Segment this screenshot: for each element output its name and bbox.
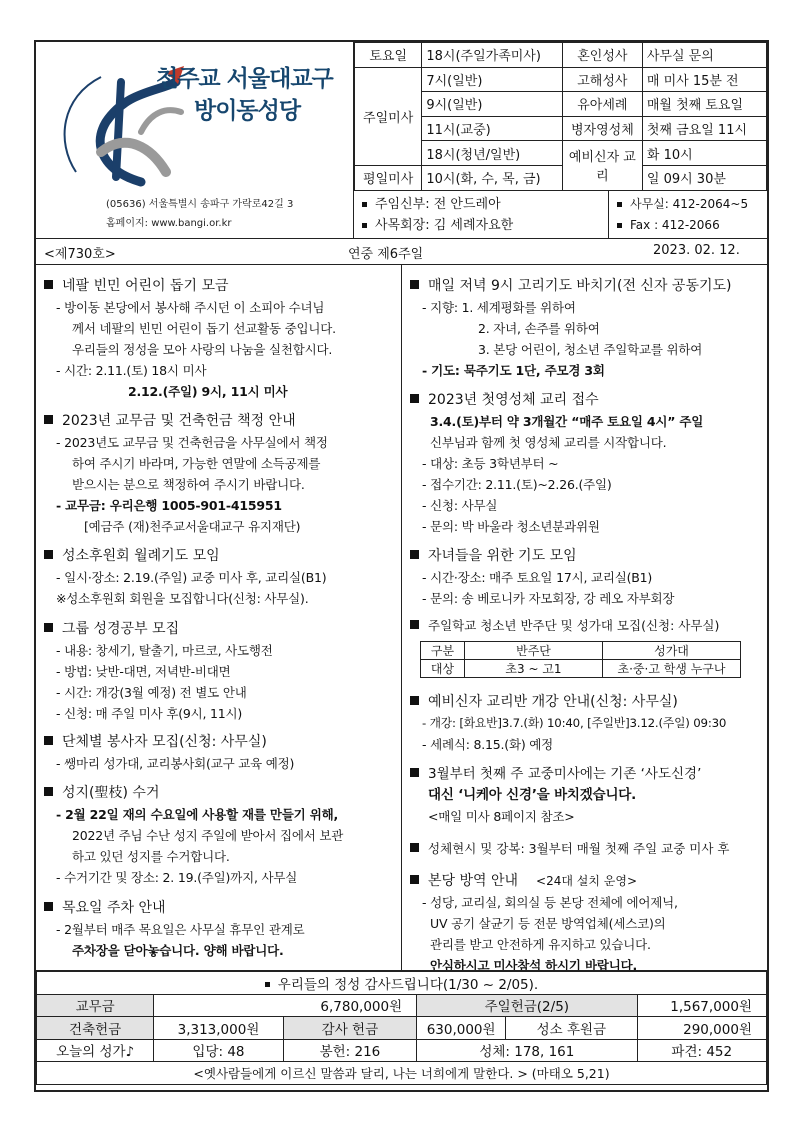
bulletin-page: [34, 40, 769, 1092]
section-title: 2023년 교무금 및 건축헌금 책정 안내: [62, 413, 296, 429]
address-block: [106, 195, 293, 233]
sick-value: 첫째 금요일 11시: [642, 116, 766, 141]
gospel-quote: <옛사람들에게 이르신 말씀과 달리, 나는 너희에게 말한다. > (마태오 5,21): [37, 1062, 767, 1085]
sun-mass-3: 11시(교중): [422, 116, 563, 141]
weekday-label: 평일미사: [355, 165, 422, 190]
section-title: 주일학교 청소년 반주단 및 성가대 모집(신청: 사무실): [428, 618, 720, 633]
confession-value: 매 미사 15분 전: [642, 67, 766, 92]
notice-volunteers: 단체별 봉사자 모집(신청: 사무실) - 쌩마리 성가대, 교리봉사회(교구 교육 예정): [44, 731, 395, 774]
section-bullet-icon: [44, 280, 53, 289]
notice-parking: 목요일 주차 안내 - 2월부터 매주 목요일은 사무실 휴무인 관계로 주차장을 닫아놓습니다. 양해 바랍니다.: [44, 897, 395, 961]
section-bullet-icon: [44, 623, 53, 632]
homepage: 홈페이지: www.bangi.or.kr: [106, 218, 232, 229]
catechu-value-1: 화 10시: [642, 141, 766, 166]
section-title: 네팔 빈민 어린이 돕기 모금: [62, 278, 229, 294]
notice-nepal: 네팔 빈민 어린이 돕기 모금 - 방이동 본당에서 봉사해 주시던 이 소피아 수녀님 께서 네팔의 빈민 어린이 돕기 선교활동 중입니다. 우리들의 정성을 모아 사랑의 나눔을 실천합시다. - 시간: 2.11.(토) 18시 미사 2.12.(주일) 9시, 11시 미사: [44, 275, 395, 402]
notice-rosary: 매일 저녁 9시 고리기도 바치기(전 신자 공동기도) - 지향: 1. 세계평화를 위하여 2. 자녀, 손주를 위하여 3. 본당 어린이, 청소년 주일학교를 위하여 - 기도: 묵주기도 1단, 주모경 3회: [410, 275, 761, 381]
section-title: 2023년 첫영성체 교리 접수: [428, 392, 599, 408]
liturgical-season: 연중 제6주일: [348, 247, 424, 262]
priest: 주임신부: 전 안드레아: [375, 197, 501, 212]
catechu-label: 예비신자 교리: [562, 141, 642, 190]
section-bullet-icon: [44, 736, 53, 745]
notice-nicene-creed: 3월부터 첫째 주 교중미사에는 기존 ‘사도신경’ 대신 ‘니케아 신경’을 바치겠습니다. <매일 미사 8페이지 참조>: [410, 763, 761, 827]
bullet-icon: [265, 982, 270, 987]
sun-mass-4: 18시(청년/일반): [422, 141, 563, 166]
section-note: <24대 설치 운영>: [536, 874, 638, 888]
bullet-icon: [617, 202, 622, 207]
section-bullet-icon: [410, 875, 419, 884]
header: [36, 42, 767, 239]
staff-info: [354, 190, 767, 239]
section-bullet-icon: [410, 843, 419, 852]
left-column: [36, 265, 402, 970]
chairman: 사목회장: 김 세례자요한: [375, 218, 514, 233]
fax: Fax : 412-2066: [630, 218, 720, 232]
notice-contribution: 2023년 교무금 및 건축헌금 책정 안내 - 2023년도 교무금 및 건축헌금을 사무실에서 책정 하여 주시기 바라며, 가능한 연말에 소득공제를 받으시는 분으로 책정하여 주시기 바랍니다. - 교무금: 우리은행 1005-901-415951 [예금주 (재)천주교서울대교구 유지재단): [44, 410, 395, 537]
notice-youth-choir: [410, 615, 761, 678]
section-bullet-icon: [44, 787, 53, 796]
section-bullet-icon: [410, 620, 419, 629]
thanks-title: 우리들의 정성 감사드립니다(1/30 ~ 2/05).: [277, 976, 539, 993]
offering-table: 우리들의 정성 감사드립니다(1/30 ~ 2/05). 교무금 6,780,000원 주일헌금(2/5) 1,567,000원 건축헌금 3,313,000원 감사 헌금 630,000원 성소 후원금 290,000원 오늘의 성가♪ 입당: 48 봉헌: 216 성체: 178, 161 파견: 452 <옛사람들에게 이르신 말씀과 달리, 나는 너희에게 말한다. > (마태오 5,21): [36, 971, 767, 1085]
infant-label: 유아세례: [562, 92, 642, 117]
weekday-value: 10시(화, 수, 목, 금): [422, 165, 563, 190]
logo-area: [36, 42, 354, 239]
sat-mass: 18시(주일가족미사): [422, 43, 563, 68]
section-bullet-icon: [410, 394, 419, 403]
section-title: 본당 방역 안내: [428, 873, 519, 889]
section-bullet-icon: [410, 768, 419, 777]
section-bullet-icon: [44, 902, 53, 911]
offering-footer: [36, 970, 767, 1090]
wedding-value: 사무실 문의: [642, 43, 766, 68]
section-bullet-icon: [410, 280, 419, 289]
sun-label: 주일미사: [355, 67, 422, 165]
section-title: 그룹 성경공부 모집: [62, 621, 180, 637]
confession-label: 고해성사: [562, 67, 642, 92]
right-column: [402, 265, 767, 973]
mass-schedule-table: [354, 42, 767, 191]
office-phone: 사무실: 412-2064~5: [630, 197, 749, 211]
issue-number: <제730호>: [44, 247, 116, 262]
sick-label: 병자영성체: [562, 116, 642, 141]
bullet-icon: [617, 223, 622, 228]
notice-bible-study: 그룹 성경공부 모집 - 내용: 창세기, 탈출기, 마르코, 사도행전 - 방법: 낮반-대면, 저녁반-비대면 - 시간: 개강(3월 예정) 전 별도 안내 - 신청: 매 주일 미사 후(9시, 11시): [44, 618, 395, 724]
notice-vocation: 성소후원회 월례기도 모임 - 일시·장소: 2.19.(주일) 교중 미사 후, 교리실(B1) ※성소후원회 회원을 모집합니다(신청: 사무실).: [44, 545, 395, 609]
section-title: 성소후원회 월례기도 모임: [62, 548, 220, 564]
section-title: 3월부터 첫째 주 교중미사에는 기존 ‘사도신경’: [428, 766, 702, 782]
section-title: 단체별 봉사자 모집(신청: 사무실): [62, 734, 267, 750]
address: (05636) 서울특별시 송파구 가락로42길 3: [106, 199, 294, 210]
notice-catechumen: 예비신자 교리반 개강 안내(신청: 사무실) - 개강: [화요반]3.7.(화) 10:40, [주일반]3.12.(주일) 09:30 - 세례식: 8.15.(화) 예정: [410, 691, 761, 755]
church-name-line2: 방이동성당: [194, 98, 301, 124]
youth-choir-table: 구분 반주단 성가대 대상 초3 ~ 고1 초·중·고 학생 누구나: [420, 641, 741, 678]
sun-mass-1: 7시(일반): [422, 67, 563, 92]
wedding-label: 혼인성사: [562, 43, 642, 68]
section-bullet-icon: [410, 696, 419, 705]
infant-value: 매월 첫째 토요일: [642, 92, 766, 117]
notice-children-prayer: 자녀들을 위한 기도 모임 - 시간·장소: 매주 토요일 17시, 교리실(B1) - 문의: 송 베로니카 자모회장, 강 레오 자부회장: [410, 545, 761, 609]
notice-disinfection: 본당 방역 안내 <24대 설치 운영> - 성당, 교리실, 회의실 등 본당 전체에 에어제닉, UV 공기 살균기 등 전문 방역업체(세스코)의 관리를 받고 안전하게 유지하고 있습니다. 안심하시고 미사참석 하시기 바랍니다.: [410, 870, 761, 976]
section-title: 목요일 주차 안내: [62, 900, 166, 916]
bullet-icon: [362, 202, 367, 207]
section-bullet-icon: [410, 550, 419, 559]
notice-adoration: [410, 838, 761, 860]
section-title: 매일 저녁 9시 고리기도 바치기(전 신자 공동기도): [428, 278, 732, 294]
section-title: 성체현시 및 강복: 3월부터 매월 첫째 주일 교중 미사 후: [428, 841, 730, 856]
notice-palm-collection: 성지(聖枝) 수거 - 2월 22일 재의 수요일에 사용할 재를 만들기 위해, 2022년 주님 수난 성지 주일에 받아서 집에서 보관 하고 있던 성지를 수거합니다. - 수거기간 및 장소: 2. 19.(주일)까지, 사무실: [44, 782, 395, 888]
section-title: 자녀들을 위한 기도 모임: [428, 548, 577, 564]
issue-bar: [36, 239, 767, 265]
section-bullet-icon: [44, 550, 53, 559]
catechu-value-2: 일 09시 30분: [642, 165, 766, 190]
notice-first-communion: 2023년 첫영성체 교리 접수 3.4.(토)부터 약 3개월간 “매주 토요일 4시” 주일 신부님과 함께 첫 영성체 교리를 시작합니다. - 대상: 초등 3학년부터 ~ - 접수기간: 2.11.(토)~2.26.(주일) - 신청: 사무실 - 문의: 박 바울라 청소년분과위원: [410, 389, 761, 537]
issue-date: 2023. 02. 12.: [653, 243, 740, 258]
section-title: 성지(聖枝) 수거: [62, 785, 160, 801]
section-title: 예비신자 교리반 개강 안내(신청: 사무실): [428, 694, 678, 710]
church-name-line1: 천주교 서울대교구: [156, 66, 333, 92]
section-bullet-icon: [44, 415, 53, 424]
bullet-icon: [362, 223, 367, 228]
sun-mass-2: 9시(일반): [422, 92, 563, 117]
sat-label: 토요일: [355, 43, 422, 68]
